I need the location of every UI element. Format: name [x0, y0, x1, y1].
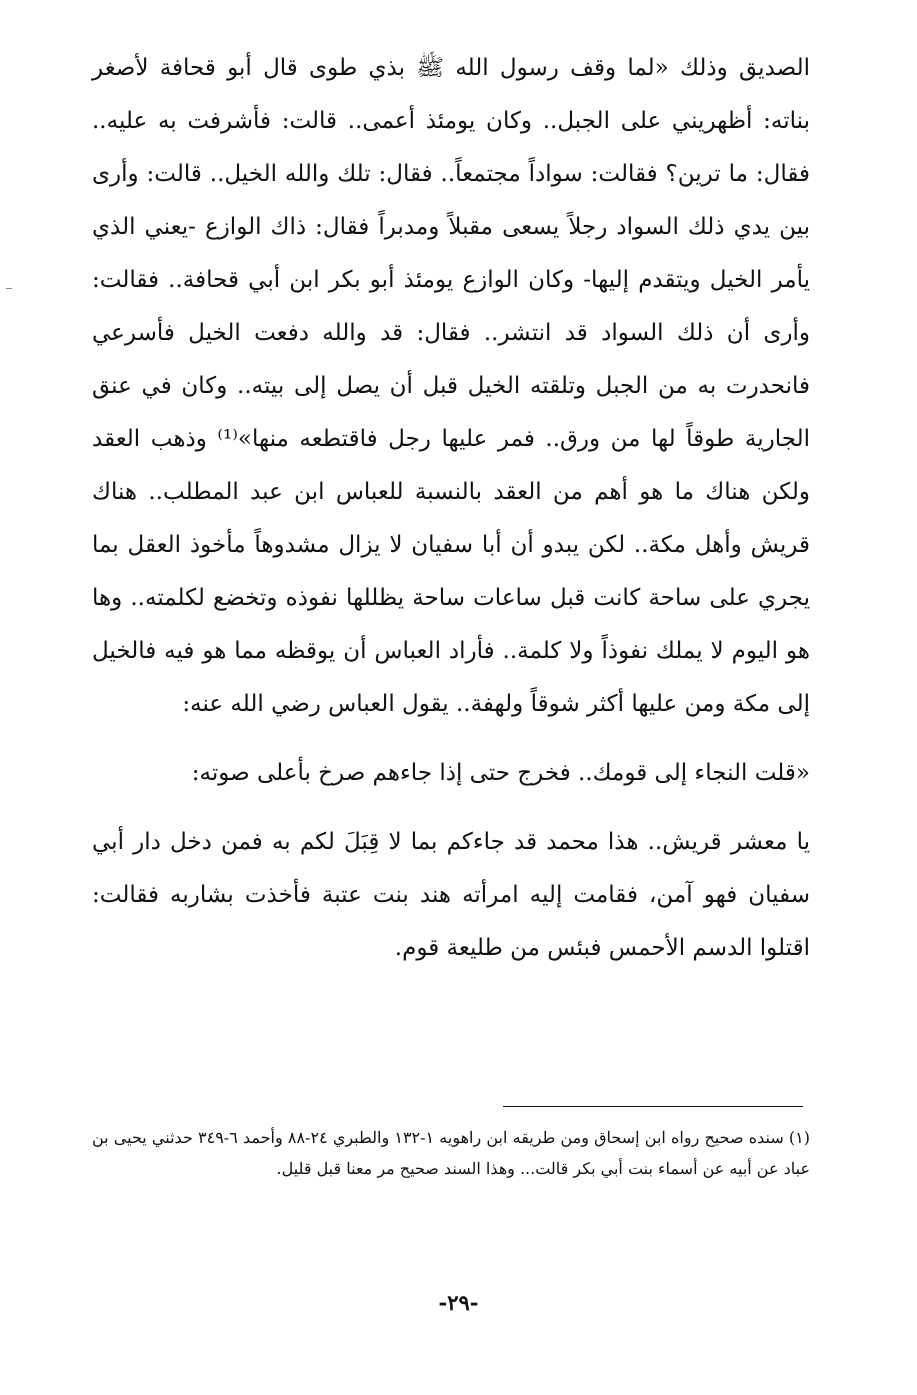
margin-mark	[6, 288, 12, 289]
paragraph-1: الصديق وذلك «لما وقف رسول الله ﷺ بذي طوى قال أبو قحافة لأصغر بناته: أظهريني على الجبل.. وكان يومئذ أعمى.. قالت: فأشرفت به عليه.. فقال: ما ترين؟ فقالت: سواداً مجتمعاً.. فقال: تلك والله الخيل.. قالت: وأرى بين يدي ذلك السواد رجلاً يسعى مقبلاً ومدبراً فقال: ذاك الوازع -يعني الذي يأمر الخيل ويتقدم إليها- وكان الوازع يومئذ أبو بكر ابن أبي قحافة.. فقالت: وأرى أن ذلك السواد قد انتشر.. فقال: قد والله دفعت الخيل فأسرعي فانحدرت به من الجبل وتلقته الخيل قبل أن يصل إلى بيته.. وكان في عنق الجارية طوقاً لها من ورق.. فمر عليها رجل فاقتطعه منها»⁽¹⁾ وذهب العقد ولكن هناك ما هو أهم من العقد بالنسبة للعباس ابن عبد المطلب.. هناك قريش وأهل مكة.. لكن يبدو أن أبا سفيان لا يزال مشدوهاً مأخوذ العقل بما يجري على ساحة كانت قبل ساعات ساحة يظللها نفوذه وتخضع لكلمته.. وها هو اليوم لا يملك نفوذاً ولا كلمة.. فأراد العباس أن يوقظه مما هو فيه فالخيل إلى مكة ومن عليها أكثر شوقاً ولهفة.. يقول العباس رضي الله عنه:	[92, 55, 810, 717]
paragraph-2: «قلت النجاء إلى قومك.. فخرج حتى إذا جاءهم صرخ بأعلى صوته:	[191, 760, 810, 786]
page-number: -٢٩-	[438, 1290, 479, 1315]
footnotes	[92, 1122, 810, 1184]
body-text	[92, 42, 810, 975]
footnote-separator	[503, 1106, 803, 1107]
paragraph-3: يا معشر قريش.. هذا محمد قد جاءكم بما لا قِبَلَ لكم به فمن دخل دار أبي سفيان فهو آمن، فقامت إليه امرأته هند بنت عتبة فأخذت بشاربه فقالت: اقتلوا الدسم الأحمس فبئس من طليعة قوم.	[92, 829, 810, 961]
footnote-1: (١) سنده صحيح رواه ابن إسحاق ومن طريقه ابن راهويه ١-١٣٢ والطبري ٢٤-٨٨ وأحمد ٦-٣٤٩ حدثني يحيى بن عباد عن أبيه عن أسماء بنت أبي بكر قالت... وهذا السند صحيح مر معنا قبل قليل.	[92, 1128, 810, 1178]
